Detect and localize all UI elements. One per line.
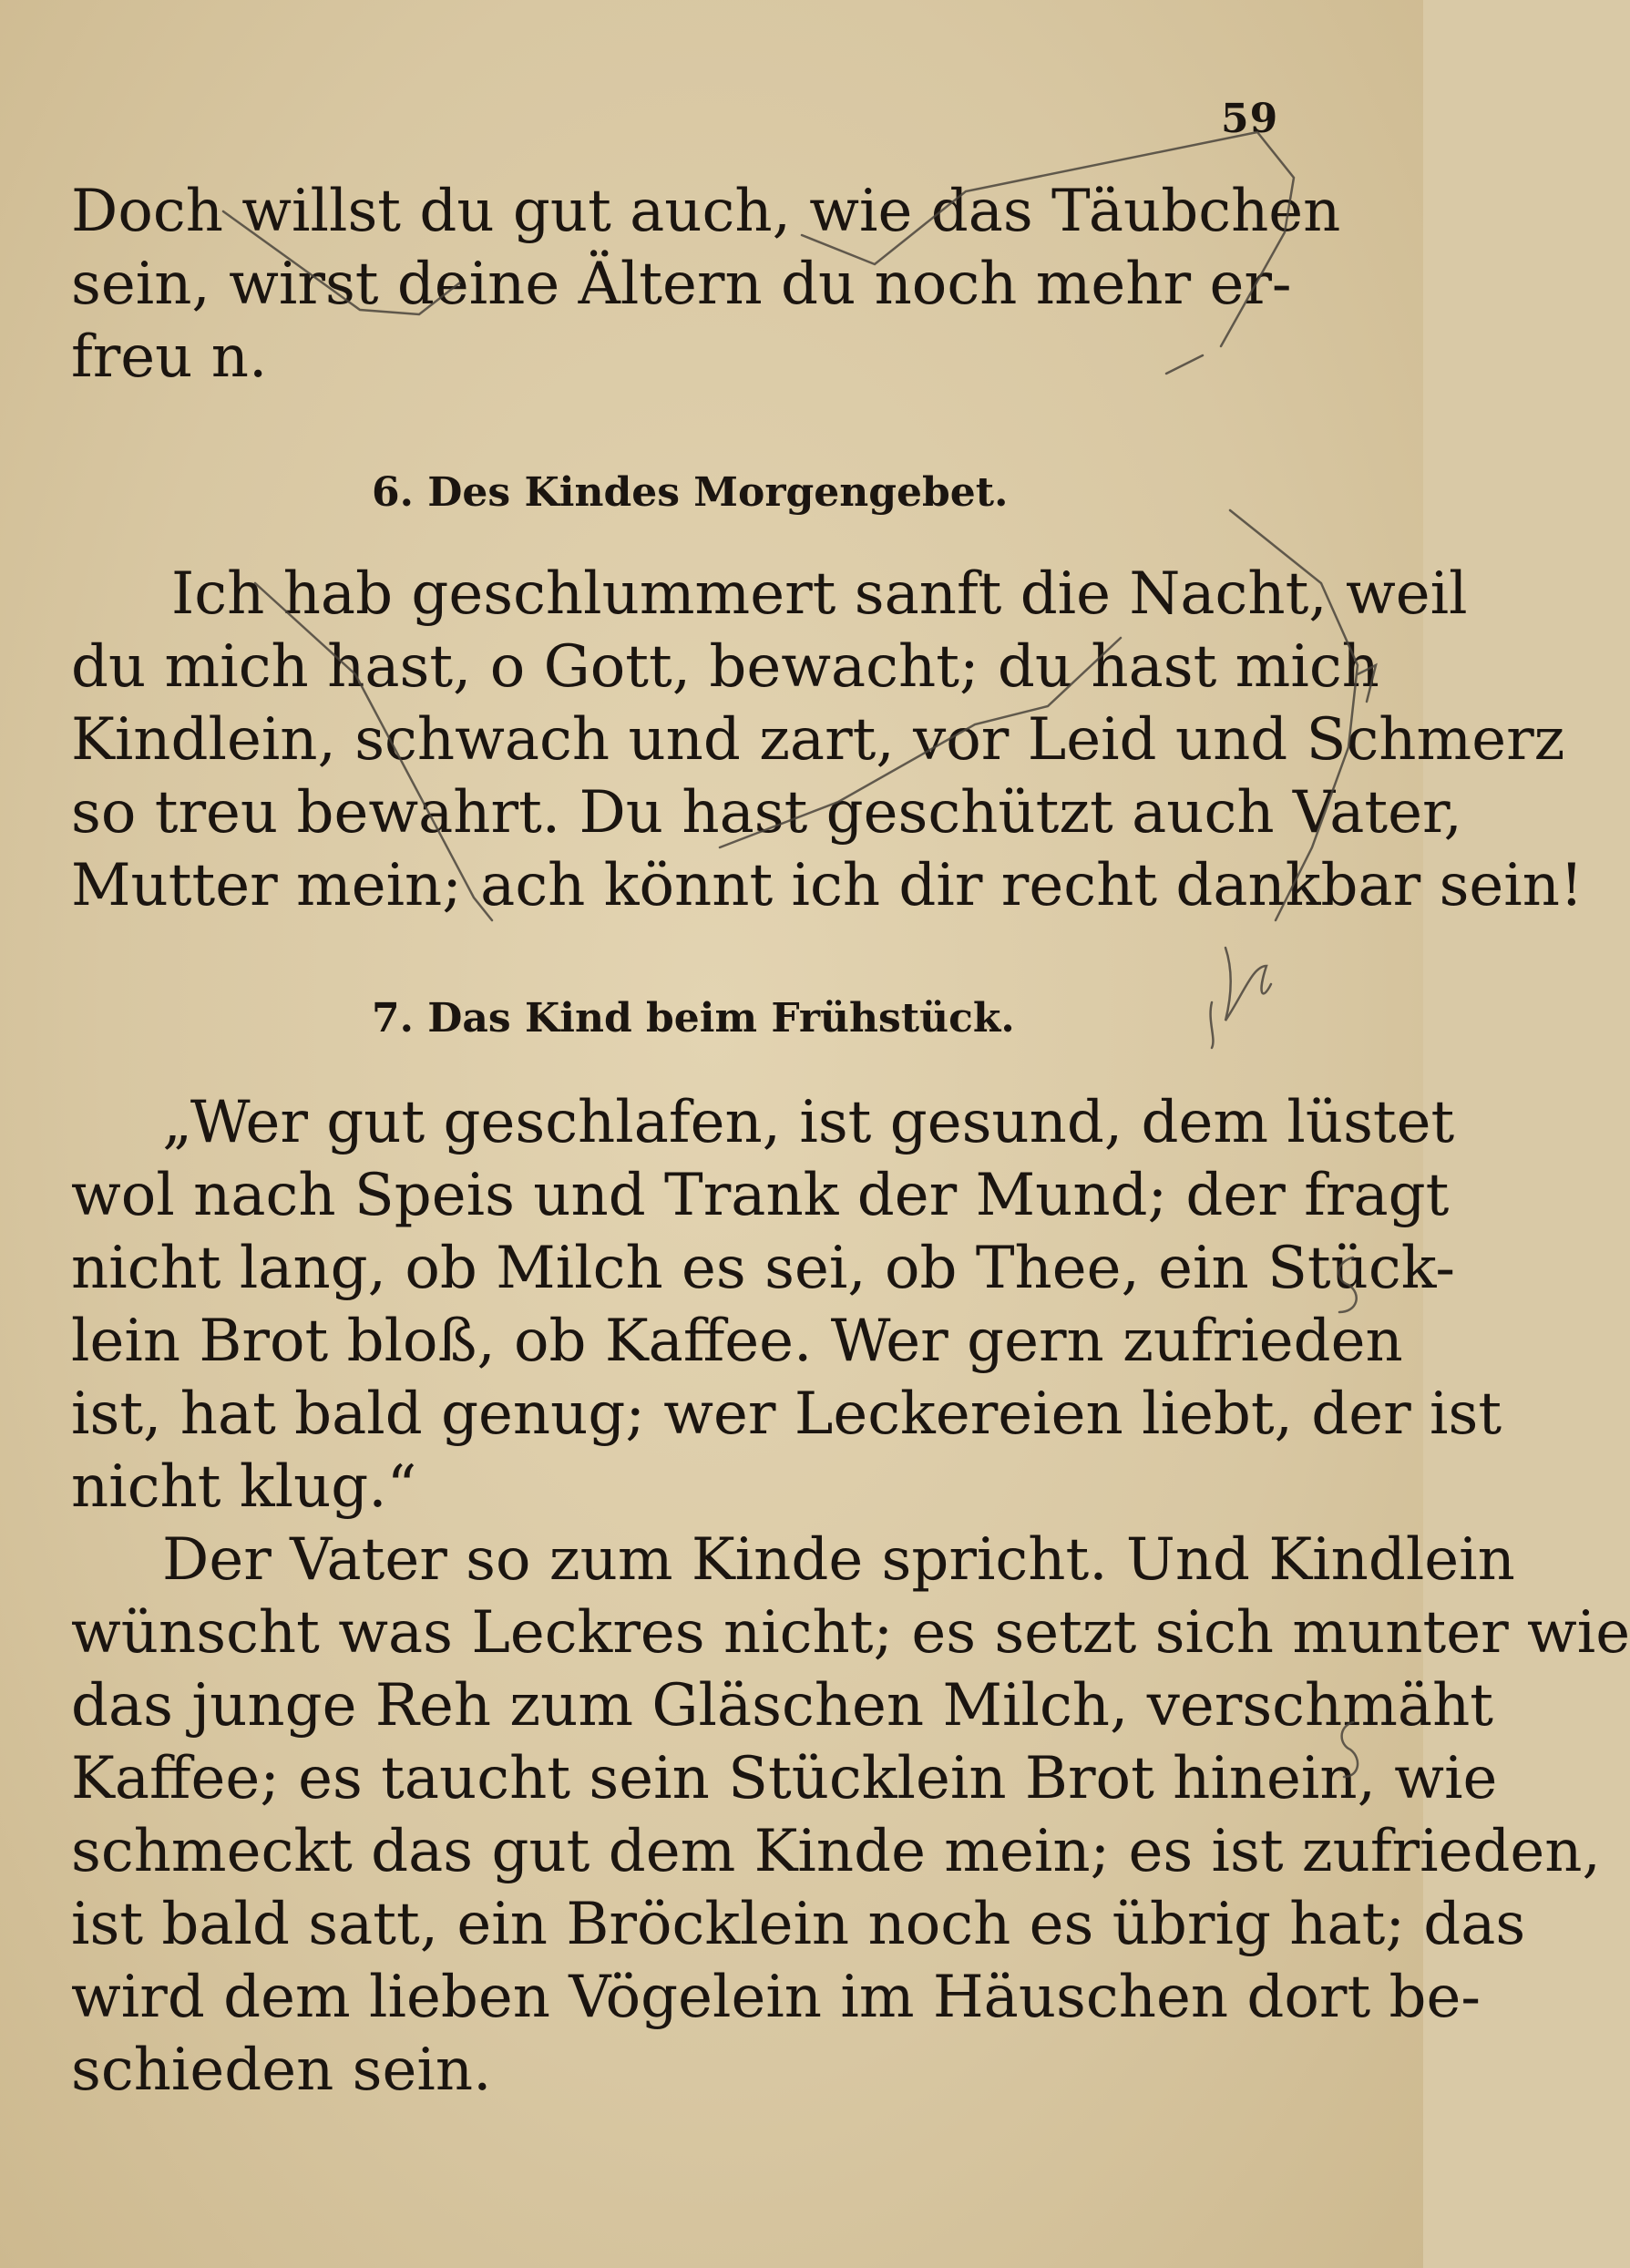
section-heading-7: 7. Das Kind beim Frühstück. xyxy=(372,995,1015,1042)
text-line: lein Brot bloß, ob Kaffee. Wer gern zufrieden xyxy=(71,1308,1403,1375)
text-line: Ich hab geschlummert sanft die Nacht, weil xyxy=(171,560,1468,628)
text-line: freu n. xyxy=(71,323,268,391)
pencil-stroke xyxy=(1225,948,1271,1021)
text-line: nicht klug.“ xyxy=(71,1453,417,1521)
text-line: ist, hat bald genug; wer Leckereien liebt, der ist xyxy=(71,1380,1502,1448)
text-line: „Wer gut geschlafen, ist gesund, dem lüstet xyxy=(162,1089,1455,1156)
text-line: so treu bewahrt. Du hast geschützt auch Vater, xyxy=(71,779,1462,847)
text-line: schieden sein. xyxy=(71,2037,492,2104)
text-line: wünscht was Leckres nicht; es setzt sich munter wie xyxy=(71,1599,1630,1667)
paragraph-fruehstueck xyxy=(71,1086,1630,2107)
text-line: Mutter mein; ach könnt ich dir recht dankbar sein! xyxy=(71,852,1584,919)
paragraph-morgengebet xyxy=(71,558,1584,922)
text-line: ist bald satt, ein Bröcklein noch es übrig hat; das xyxy=(71,1891,1526,1958)
text-line: das junge Reh zum Gläschen Milch, verschmäht xyxy=(71,1672,1493,1739)
text-line: Doch willst du gut auch, wie das Täubchen xyxy=(71,178,1341,245)
text-line: du mich hast, o Gott, bewacht; du hast mich xyxy=(71,633,1379,701)
text-line: wird dem lieben Vögelein im Häuschen dort be- xyxy=(71,1964,1481,2031)
pencil-stroke xyxy=(1211,1002,1214,1048)
text-line: schmeckt das gut dem Kinde mein; es ist zufrieden, xyxy=(71,1818,1601,1885)
text-line: nicht lang, ob Milch es sei, ob Thee, ein Stück- xyxy=(71,1235,1455,1302)
text-line: sein, wirst deine Ältern du noch mehr er- xyxy=(71,251,1292,318)
paragraph-continuation xyxy=(71,175,1341,394)
text-line: Der Vater so zum Kinde spricht. Und Kindlein xyxy=(162,1526,1515,1594)
section-heading-6: 6. Des Kindes Morgengebet. xyxy=(372,469,1009,516)
text-line: wol nach Speis und Trank der Mund; der fragt xyxy=(71,1162,1450,1229)
text-line: Kaffee; es taucht sein Stücklein Brot hinein, wie xyxy=(71,1745,1498,1812)
page-number: 59 xyxy=(1221,96,1279,142)
text-line: Kindlein, schwach und zart, vor Leid und Schmerz xyxy=(71,706,1565,774)
